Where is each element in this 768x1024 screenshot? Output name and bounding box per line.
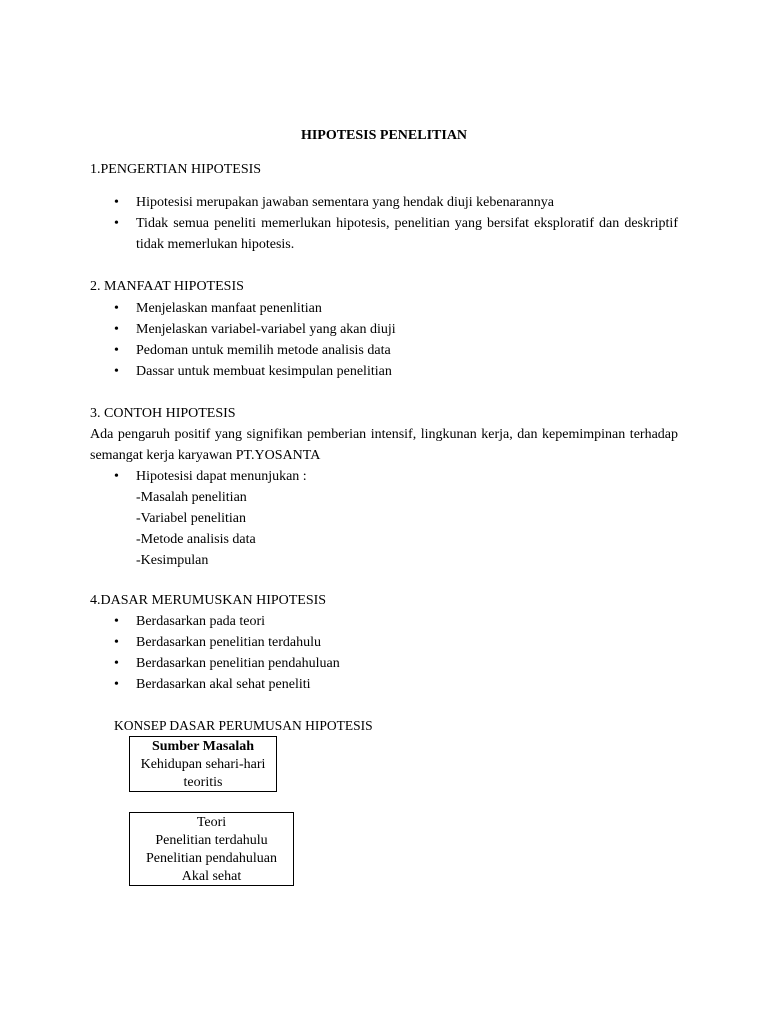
pengertian-bullet-list xyxy=(90,192,678,255)
bullet-icon: • xyxy=(114,656,119,671)
list-item: • Hipotesisi merupakan jawaban sementara yang hendak diuji kebenarannya xyxy=(90,192,678,213)
list-item: • Hipotesisi dapat menunjukan : -Masalah penelitian -Variabel penelitian -Metode analisis data -Kesimpulan xyxy=(90,466,678,571)
box-line: Akal sehat xyxy=(181,869,242,884)
list-item: • Berdasarkan pada teori xyxy=(90,611,678,632)
sub-list-item: -Metode analisis data xyxy=(136,532,256,547)
bullet-icon: • xyxy=(114,216,119,231)
sub-list-item: -Masalah penelitian xyxy=(136,490,247,505)
box-line: Penelitian terdahulu xyxy=(155,833,268,848)
teori-box xyxy=(129,812,294,886)
sub-list-item: -Kesimpulan xyxy=(136,553,209,568)
bullet-icon: • xyxy=(114,635,119,650)
sumber-masalah-box xyxy=(129,736,277,792)
section-heading-pengertian: 1.PENGERTIAN HIPOTESIS xyxy=(90,162,262,177)
list-item: • Berdasarkan akal sehat peneliti xyxy=(90,674,678,695)
sub-list-item: -Variabel penelitian xyxy=(136,511,247,526)
section-heading-manfaat: 2. MANFAAT HIPOTESIS xyxy=(90,279,244,294)
box-line: Kehidupan sehari-hari xyxy=(140,757,266,772)
contoh-paragraph: Ada pengaruh positif yang signifikan pemberian intensif, lingkunan kerja, dan kepemimpinan terhadap semangat kerja karyawan PT.YOSANTA xyxy=(90,427,678,463)
section-heading-contoh: 3. CONTOH HIPOTESIS xyxy=(90,406,236,421)
bullet-icon: • xyxy=(114,195,119,210)
bullet-icon: • xyxy=(114,469,119,484)
box-line: Penelitian pendahuluan xyxy=(145,851,278,866)
list-item: • Dassar untuk membuat kesimpulan penelitian xyxy=(90,361,678,382)
dasar-bullet-list xyxy=(90,611,678,695)
list-item: • Berdasarkan penelitian terdahulu xyxy=(90,632,678,653)
bullet-icon: • xyxy=(114,614,119,629)
bullet-icon: • xyxy=(114,322,119,337)
list-item: • Pedoman untuk memilih metode analisis data xyxy=(90,340,678,361)
box-line: teoritis xyxy=(183,775,223,790)
section-heading-dasar: 4.DASAR MERUMUSKAN HIPOTESIS xyxy=(90,593,327,608)
contoh-bullet-list xyxy=(90,466,678,571)
document-title: HIPOTESIS PENELITIAN xyxy=(300,128,468,143)
bullet-icon: • xyxy=(114,301,119,316)
list-item: • Menjelaskan variabel-variabel yang akan diuji xyxy=(90,319,678,340)
bullet-icon: • xyxy=(114,364,119,379)
contoh-sub-list xyxy=(136,487,678,571)
list-item: • Berdasarkan penelitian pendahuluan xyxy=(90,653,678,674)
konsep-heading: KONSEP DASAR PERUMUSAN HIPOTESIS xyxy=(114,718,373,733)
list-item: • Menjelaskan manfaat penenlitian xyxy=(90,298,678,319)
list-item: • Tidak semua peneliti memerlukan hipotesis, penelitian yang bersifat eksploratif dan deskriptif tidak memerlukan hipotesis. xyxy=(90,213,678,255)
box-title: Sumber Masalah xyxy=(151,739,255,754)
manfaat-bullet-list xyxy=(90,298,678,382)
bullet-icon: • xyxy=(114,343,119,358)
bullet-icon: • xyxy=(114,677,119,692)
box-line: Teori xyxy=(196,815,227,830)
